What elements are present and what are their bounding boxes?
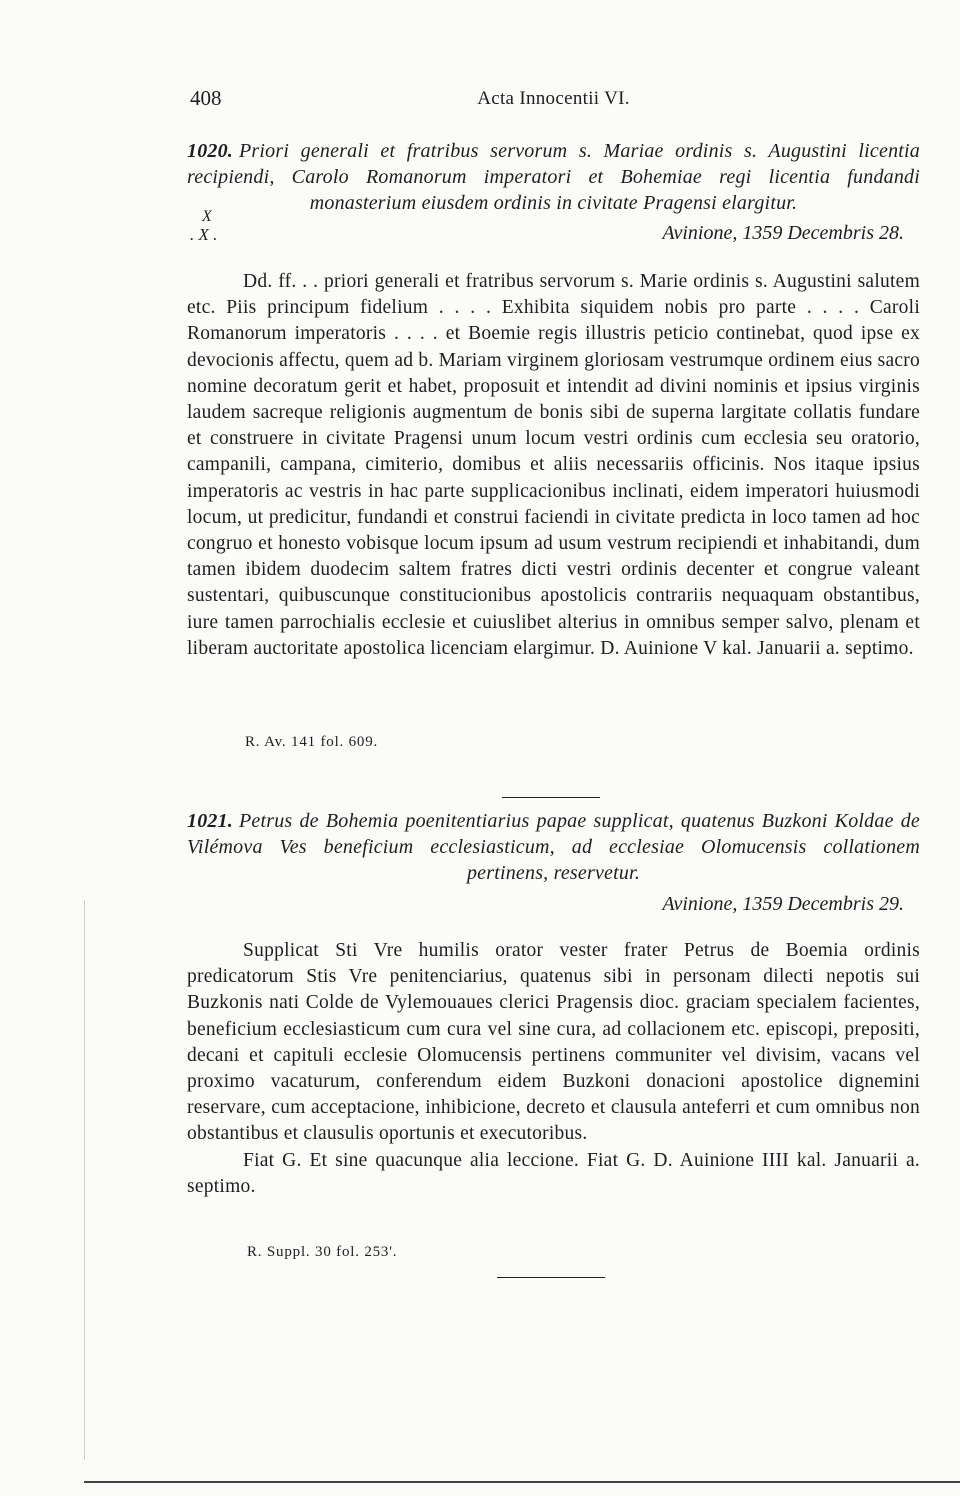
entry-1020-number: 1020. (187, 140, 233, 162)
page-number: 408 (190, 86, 222, 110)
entry-1021-title: Petrus de Bohemia poenitentiarius papae supplicat, quatenus Buzkoni Koldae de Vilémova Ves beneficium ecclesiasticum, ad ecclesiae Olomucensis collationem pertinens, reservetur. (187, 810, 920, 884)
end-divider (497, 1277, 605, 1278)
margin-note-top: X (202, 208, 212, 225)
section-divider (502, 797, 600, 798)
entry-1020-heading (187, 138, 920, 216)
scan-bottom-edge (84, 1481, 960, 1483)
entry-1021-body-text-1: Supplicat Sti Vre humilis orator vester frater Petrus de Boemia ordinis predicatorum Stis Vre penitenciarius, quatenus sibi in personam dilecti nepotis sui Buzkonis nati Colde de Vylemouaues clerici Pragensis dioc. graciam specialem facientes, beneficium ecclesiasticum cum cura vel sine cura, ad collacionem etc. episcopi, prepositi, decani et capituli ecclesie Olomucensis pertinens communiter vel divisim, vacans vel proximo vacaturum, conferendum eidem Buzkoni donacioni apostolice dignemini reservare, cum acceptacione, inhibicione, decreto et clausula anteferri et cum omnibus non obstantibus et clausulis oportunis et executoribus. (187, 940, 920, 1145)
entry-1021-heading (187, 808, 920, 886)
entry-1021-title-block (187, 808, 920, 886)
entry-1020-title: Priori generali et fratribus servorum s. Mariae ordinis s. Augustini licentia recipiendi, Carolo Romanorum imperatori et Bohemiae regi licentia fundandi monasterium eiusdem ordinis in civitate Pragensi elargitur. (187, 140, 920, 214)
entry-1020-title-block (187, 138, 920, 216)
entry-1020-reference: R. Av. 141 fol. 609. (245, 734, 379, 750)
entry-1020-body-text: Dd. ff. . . priori generali et fratribus servorum s. Marie ordinis s. Augustini salutem etc. Piis principum fidelium . . . . Exhibita siquidem nobis pro parte . . . . Caroli Romanorum imperatoris . . . . et Boemie regis illustris peticio continebat, quod ipse ex devocionis affectu, quem ad b. Mariam virginem gloriosam vestrumque ordinem eius sacro nomine decoratum gerit et habet, proposuit et intendit ad divini nominis et ipsius virginis laudem sacreque religionis augmentum de bonis sibi de superna largitate collatis fundare et construere in civitate Pragensi unum locum vestri ordinis cum ecclesia seu oratorio, campanili, campana, cimiterio, domibus et aliis necessariis officinis. Nos itaque ipsius imperatoris ac vestris in hac parte supplicacionibus inclinati, eidem imperatori huiusmodi locum, ut predicitur, fundandi et construi faciendi in civitate predicta in loco tamen ad hoc congruo et honesto vobisque locum ipsum ad usum vestrum recipiendi et inhabitandi, dum tamen ibidem duodecim saltem fratres dicti vestri ordinis decenter et congrue valeant sustentari, quibuscunque constitucionibus apostolicis contrariis nequaquam obstantibus, iure tamen parrochialis ecclesie et cuiuslibet alterius in omnibus semper salvo, plenam et liberam auctoritate apostolica licenciam elargimur. D. Auinione V kal. Januarii a. septimo. (187, 271, 920, 659)
entry-1021-dateline: Avinione, 1359 Decembris 29. (662, 893, 904, 915)
entry-1021-body (187, 938, 920, 1200)
scan-margin-line (84, 900, 85, 1460)
entry-1020-dateline: Avinione, 1359 Decembris 28. (662, 222, 904, 244)
page-header (190, 86, 917, 114)
entry-1020-body (187, 269, 920, 662)
entry-1021-reference: R. Suppl. 30 fol. 253'. (247, 1244, 398, 1260)
margin-note (190, 208, 218, 244)
entry-1021-body-text-2: Fiat G. Et sine quacunque alia leccione. Fiat G. D. Auinione IIII kal. Januarii a. septimo. (187, 1149, 920, 1197)
running-title: Acta Innocentii VI. (477, 88, 630, 109)
entry-1021-number: 1021. (187, 810, 233, 832)
margin-note-bottom: . X . (190, 225, 218, 244)
